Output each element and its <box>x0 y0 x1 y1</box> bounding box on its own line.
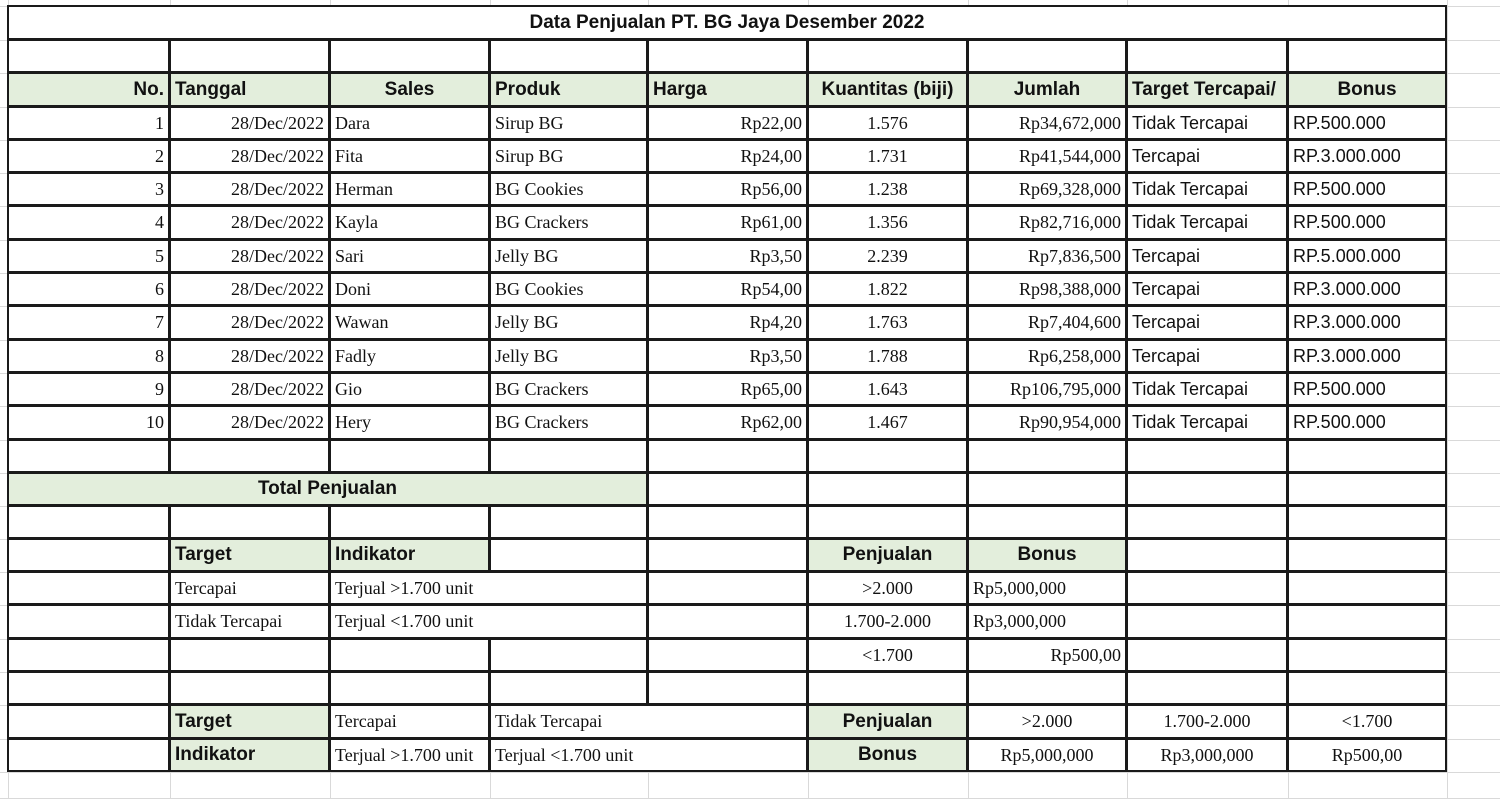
table-cell[interactable]: Jelly BG <box>489 239 648 273</box>
table-cell[interactable]: 3 <box>7 172 170 206</box>
table-cell[interactable]: Tidak Tercapai <box>1126 405 1288 440</box>
table-cell[interactable]: RP.500.000 <box>1287 172 1447 206</box>
empty-cell[interactable] <box>329 671 490 705</box>
sales-range[interactable]: <1.700 <box>807 638 968 672</box>
table-cell[interactable]: Tercapai <box>1126 305 1288 340</box>
table-cell[interactable]: 28/Dec/2022 <box>169 172 330 206</box>
table-cell[interactable]: Sirup BG <box>489 139 648 173</box>
table-cell[interactable]: 28/Dec/2022 <box>169 405 330 440</box>
empty-cell[interactable] <box>329 638 490 672</box>
table-cell[interactable]: Rp41,544,000 <box>967 139 1127 173</box>
empty-cell[interactable] <box>169 638 330 672</box>
empty-cell[interactable] <box>1126 671 1288 705</box>
column-header[interactable]: Jumlah <box>967 72 1127 107</box>
empty-cell[interactable] <box>7 704 170 739</box>
table-cell[interactable]: 1.731 <box>807 139 968 173</box>
h-target-label[interactable]: Indikator <box>169 738 330 772</box>
gridline <box>1447 0 1448 798</box>
table-cell[interactable]: Rp3,50 <box>647 239 808 273</box>
empty-cell[interactable] <box>489 439 648 473</box>
table-cell[interactable]: RP.500.000 <box>1287 106 1447 140</box>
empty-cell[interactable] <box>329 439 490 473</box>
empty-cell[interactable] <box>1287 638 1447 672</box>
table-cell[interactable]: 6 <box>7 272 170 306</box>
table-cell[interactable]: 9 <box>7 372 170 406</box>
empty-cell[interactable] <box>7 571 170 605</box>
empty-cell[interactable] <box>489 671 648 705</box>
empty-cell[interactable] <box>1126 604 1288 639</box>
empty-cell[interactable] <box>967 39 1127 73</box>
bonus-value[interactable]: Rp5,000,000 <box>967 571 1127 605</box>
table-cell[interactable]: Rp3,50 <box>647 339 808 373</box>
empty-cell[interactable] <box>807 439 968 473</box>
h-bonus-value[interactable]: <1.700 <box>1287 704 1447 739</box>
table-cell[interactable]: Rp69,328,000 <box>967 172 1127 206</box>
table-cell[interactable]: 2.239 <box>807 239 968 273</box>
table-cell[interactable]: 1 <box>7 106 170 140</box>
empty-cell[interactable] <box>647 671 808 705</box>
table-cell[interactable]: Rp98,388,000 <box>967 272 1127 306</box>
table-cell[interactable]: RP.5.000.000 <box>1287 239 1447 273</box>
table-cell[interactable]: 1.763 <box>807 305 968 340</box>
column-header[interactable]: No. <box>7 72 170 107</box>
h-target-value[interactable]: Tidak Tercapai <box>489 704 808 739</box>
table-cell[interactable]: 28/Dec/2022 <box>169 239 330 273</box>
indicator-value[interactable]: Terjual <1.700 unit <box>329 604 648 639</box>
empty-cell[interactable] <box>1126 39 1288 73</box>
empty-cell[interactable] <box>489 638 648 672</box>
empty-cell[interactable] <box>1287 604 1447 639</box>
sales-range[interactable]: 1.700-2.000 <box>807 604 968 639</box>
table-cell[interactable]: Rp65,00 <box>647 372 808 406</box>
table-cell[interactable]: Rp7,836,500 <box>967 239 1127 273</box>
empty-cell[interactable] <box>329 39 490 73</box>
table-cell[interactable]: RP.3.000.000 <box>1287 339 1447 373</box>
empty-cell[interactable] <box>1126 638 1288 672</box>
table-cell[interactable]: BG Cookies <box>489 172 648 206</box>
bonus-value[interactable]: Rp3,000,000 <box>967 604 1127 639</box>
indicator-value[interactable]: Terjual >1.700 unit <box>329 571 648 605</box>
table-cell[interactable]: Rp22,00 <box>647 106 808 140</box>
empty-cell[interactable] <box>169 505 330 539</box>
table-cell[interactable]: Tidak Tercapai <box>1126 172 1288 206</box>
table-cell[interactable]: 7 <box>7 305 170 340</box>
table-cell[interactable]: RP.500.000 <box>1287 405 1447 440</box>
table-cell[interactable]: 1.238 <box>807 172 968 206</box>
table-cell[interactable]: Rp24,00 <box>647 139 808 173</box>
table-cell[interactable]: Rp7,404,600 <box>967 305 1127 340</box>
table-cell[interactable]: Tidak Tercapai <box>1126 205 1288 240</box>
table-cell[interactable]: Rp56,00 <box>647 172 808 206</box>
column-header[interactable]: Sales <box>329 72 490 107</box>
empty-cell[interactable] <box>807 472 968 506</box>
column-header[interactable]: Tanggal <box>169 72 330 107</box>
table-cell[interactable]: RP.3.000.000 <box>1287 139 1447 173</box>
table-cell[interactable]: Kayla <box>329 205 490 240</box>
table-cell[interactable]: Rp54,00 <box>647 272 808 306</box>
table-cell[interactable]: Rp106,795,000 <box>967 372 1127 406</box>
gridline <box>0 772 1500 773</box>
empty-cell[interactable] <box>647 638 808 672</box>
h-bonus-value[interactable]: Rp500,00 <box>1287 738 1447 772</box>
empty-cell[interactable] <box>967 505 1127 539</box>
empty-cell[interactable] <box>1287 538 1447 572</box>
table-cell[interactable]: Tercapai <box>1126 339 1288 373</box>
table-cell[interactable]: 1.788 <box>807 339 968 373</box>
empty-cell[interactable] <box>169 671 330 705</box>
table-cell[interactable]: 1.822 <box>807 272 968 306</box>
table-cell[interactable]: RP.3.000.000 <box>1287 305 1447 340</box>
empty-cell[interactable] <box>1126 472 1288 506</box>
table-cell[interactable]: 2 <box>7 139 170 173</box>
empty-cell[interactable] <box>1287 505 1447 539</box>
table-cell[interactable]: Gio <box>329 372 490 406</box>
empty-cell[interactable] <box>967 439 1127 473</box>
table-cell[interactable]: Fadly <box>329 339 490 373</box>
h-bonus-label[interactable]: Penjualan <box>807 704 968 739</box>
h-bonus-label[interactable]: Bonus <box>807 738 968 772</box>
table-cell[interactable]: 8 <box>7 339 170 373</box>
empty-cell[interactable] <box>329 505 490 539</box>
empty-cell[interactable] <box>807 671 968 705</box>
table-cell[interactable]: BG Crackers <box>489 405 648 440</box>
table-cell[interactable]: Rp34,672,000 <box>967 106 1127 140</box>
table-cell[interactable]: Sirup BG <box>489 106 648 140</box>
empty-cell[interactable] <box>1126 538 1288 572</box>
table-cell[interactable]: BG Crackers <box>489 372 648 406</box>
column-header[interactable]: Kuantitas (biji) <box>807 72 968 107</box>
h-target-label[interactable]: Target <box>169 704 330 739</box>
empty-cell[interactable] <box>967 671 1127 705</box>
table-cell[interactable]: Tercapai <box>1126 239 1288 273</box>
empty-cell[interactable] <box>7 604 170 639</box>
empty-cell[interactable] <box>7 439 170 473</box>
table-cell[interactable]: Rp62,00 <box>647 405 808 440</box>
empty-cell[interactable] <box>489 538 648 572</box>
h-bonus-value[interactable]: Rp5,000,000 <box>967 738 1127 772</box>
table-cell[interactable]: Wawan <box>329 305 490 340</box>
empty-cell[interactable] <box>647 505 808 539</box>
table-cell[interactable]: 1.643 <box>807 372 968 406</box>
bonus-value[interactable]: Rp500,00 <box>967 638 1127 672</box>
indicator-header[interactable]: Indikator <box>329 538 490 572</box>
column-header[interactable]: Produk <box>489 72 648 107</box>
empty-cell[interactable] <box>967 472 1127 506</box>
table-cell[interactable]: Hery <box>329 405 490 440</box>
column-header[interactable]: Harga <box>647 72 808 107</box>
empty-cell[interactable] <box>7 505 170 539</box>
empty-cell[interactable] <box>647 604 808 639</box>
h-bonus-value[interactable]: Rp3,000,000 <box>1126 738 1288 772</box>
table-cell[interactable]: Rp82,716,000 <box>967 205 1127 240</box>
target-value[interactable]: Tidak Tercapai <box>169 604 330 639</box>
table-cell[interactable]: Rp6,258,000 <box>967 339 1127 373</box>
empty-cell[interactable] <box>1126 505 1288 539</box>
table-cell[interactable]: Tidak Tercapai <box>1126 372 1288 406</box>
table-cell[interactable]: Jelly BG <box>489 339 648 373</box>
table-cell[interactable]: 1.356 <box>807 205 968 240</box>
table-cell[interactable]: BG Cookies <box>489 272 648 306</box>
table-cell[interactable]: RP.500.000 <box>1287 205 1447 240</box>
table-cell[interactable]: Doni <box>329 272 490 306</box>
table-cell[interactable]: 28/Dec/2022 <box>169 205 330 240</box>
empty-cell[interactable] <box>489 39 648 73</box>
empty-cell[interactable] <box>489 505 648 539</box>
table-cell[interactable]: 28/Dec/2022 <box>169 372 330 406</box>
table-cell[interactable]: 4 <box>7 205 170 240</box>
h-target-value[interactable]: Tercapai <box>329 704 490 739</box>
total-sales-label[interactable]: Total Penjualan <box>7 472 648 506</box>
table-cell[interactable]: RP.3.000.000 <box>1287 272 1447 306</box>
empty-cell[interactable] <box>7 638 170 672</box>
empty-cell[interactable] <box>1287 439 1447 473</box>
h-bonus-value[interactable]: 1.700-2.000 <box>1126 704 1288 739</box>
empty-cell[interactable] <box>7 671 170 705</box>
empty-cell[interactable] <box>7 39 170 73</box>
table-cell[interactable]: Rp4,20 <box>647 305 808 340</box>
empty-cell[interactable] <box>647 472 808 506</box>
empty-cell[interactable] <box>1287 39 1447 73</box>
empty-cell[interactable] <box>1126 571 1288 605</box>
table-cell[interactable]: Jelly BG <box>489 305 648 340</box>
table-cell[interactable]: 1.467 <box>807 405 968 440</box>
h-bonus-value[interactable]: >2.000 <box>967 704 1127 739</box>
sales-range[interactable]: >2.000 <box>807 571 968 605</box>
empty-cell[interactable] <box>647 439 808 473</box>
empty-cell[interactable] <box>647 571 808 605</box>
column-header[interactable]: Bonus <box>1287 72 1447 107</box>
empty-cell[interactable] <box>647 538 808 572</box>
sales-header[interactable]: Penjualan <box>807 538 968 572</box>
bonus-header[interactable]: Bonus <box>967 538 1127 572</box>
table-cell[interactable]: 10 <box>7 405 170 440</box>
target-header[interactable]: Target <box>169 538 330 572</box>
empty-cell[interactable] <box>7 538 170 572</box>
table-cell[interactable]: Herman <box>329 172 490 206</box>
table-cell[interactable]: Sari <box>329 239 490 273</box>
empty-cell[interactable] <box>1287 671 1447 705</box>
table-cell[interactable]: Fita <box>329 139 490 173</box>
table-cell[interactable]: 5 <box>7 239 170 273</box>
table-cell[interactable]: Tercapai <box>1126 272 1288 306</box>
target-value[interactable]: Tercapai <box>169 571 330 605</box>
h-target-value[interactable]: Terjual <1.700 unit <box>489 738 808 772</box>
empty-cell[interactable] <box>169 39 330 73</box>
table-cell[interactable]: Tidak Tercapai <box>1126 106 1288 140</box>
empty-cell[interactable] <box>1126 439 1288 473</box>
table-cell[interactable]: 28/Dec/2022 <box>169 139 330 173</box>
table-cell[interactable]: BG Crackers <box>489 205 648 240</box>
table-cell[interactable]: 28/Dec/2022 <box>169 339 330 373</box>
table-cell[interactable]: 1.576 <box>807 106 968 140</box>
h-target-value[interactable]: Terjual >1.700 unit <box>329 738 490 772</box>
table-cell[interactable]: Rp90,954,000 <box>967 405 1127 440</box>
sheet-title[interactable]: Data Penjualan PT. BG Jaya Desember 2022 <box>7 5 1447 40</box>
table-cell[interactable]: Dara <box>329 106 490 140</box>
empty-cell[interactable] <box>647 39 808 73</box>
empty-cell[interactable] <box>807 39 968 73</box>
table-cell[interactable]: 28/Dec/2022 <box>169 106 330 140</box>
empty-cell[interactable] <box>1287 472 1447 506</box>
table-cell[interactable]: Rp61,00 <box>647 205 808 240</box>
empty-cell[interactable] <box>807 505 968 539</box>
table-cell[interactable]: 28/Dec/2022 <box>169 272 330 306</box>
empty-cell[interactable] <box>7 738 170 772</box>
column-header[interactable]: Target Tercapai/ <box>1126 72 1288 107</box>
table-cell[interactable]: RP.500.000 <box>1287 372 1447 406</box>
empty-cell[interactable] <box>169 439 330 473</box>
table-cell[interactable]: Tercapai <box>1126 139 1288 173</box>
empty-cell[interactable] <box>1287 571 1447 605</box>
table-cell[interactable]: 28/Dec/2022 <box>169 305 330 340</box>
